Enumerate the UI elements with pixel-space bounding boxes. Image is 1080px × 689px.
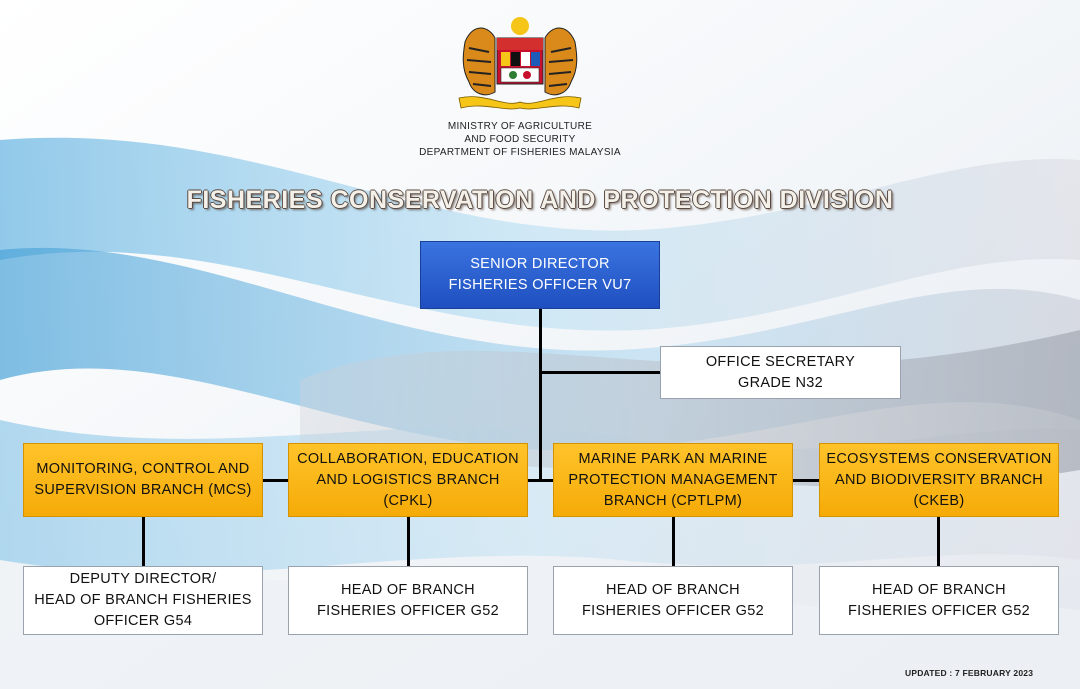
office-secretary-title: OFFICE SECRETARY: [705, 353, 856, 370]
senior-director-grade: FISHERIES OFFICER VU7: [448, 277, 632, 293]
branch-label-line: MONITORING, CONTROL AND: [36, 461, 250, 477]
senior-director-title: SENIOR DIRECTOR: [470, 256, 610, 272]
head-label-line: OFFICER G54: [93, 613, 193, 629]
coat-of-arms-logo: [455, 12, 585, 112]
connector-branch1-head: [142, 517, 145, 566]
connector-branch3-head: [672, 517, 675, 566]
page-title: FISHERIES CONSERVATION AND PROTECTION DIVISION: [186, 186, 894, 214]
branch-cpkl-box: [288, 443, 528, 517]
branch-label-line: (CPKL): [383, 492, 433, 509]
head-label-line: HEAD OF BRANCH FISHERIES: [34, 592, 252, 608]
head-label-line: FISHERIES OFFICER G52: [848, 602, 1030, 619]
office-secretary-grade: GRADE N32: [738, 374, 823, 391]
head-label-line: DEPUTY DIRECTOR/: [69, 571, 217, 587]
head-label-line: HEAD OF BRANCH: [341, 581, 475, 598]
head-label-line: HEAD OF BRANCH: [872, 581, 1006, 598]
branch-label-line: ECOSYSTEMS CONSERVATION: [826, 450, 1052, 467]
senior-director-box: [420, 241, 660, 309]
branch-cptlpm-box: [553, 443, 793, 517]
head-label-line: HEAD OF BRANCH: [606, 581, 740, 598]
ministry-name-line2: AND FOOD SECURITY: [464, 134, 576, 145]
branch-label-line: COLLABORATION, EDUCATION: [297, 450, 519, 467]
connector-branch4-head: [937, 517, 940, 566]
branch-ckeb-box: [819, 443, 1059, 517]
connector-director-trunk: [539, 309, 542, 481]
branch-label-line: PROTECTION MANAGEMENT: [568, 471, 778, 488]
branch-label-line: AND BIODIVERSITY BRANCH: [834, 471, 1044, 488]
office-secretary-box: [660, 346, 901, 399]
branch-label-line: BRANCH (CPTLPM): [603, 492, 743, 509]
branch-mcs-head-box: [23, 566, 263, 635]
branch-label-line: MARINE PARK AN MARINE: [578, 450, 768, 467]
updated-date: UPDATED : 7 FEBRUARY 2023: [905, 668, 1034, 678]
branch-ckeb-head-box: [819, 566, 1059, 635]
head-label-line: FISHERIES OFFICER G52: [582, 602, 764, 619]
head-label-line: FISHERIES OFFICER G52: [317, 602, 499, 619]
branch-label-line: SUPERVISION BRANCH (MCS): [34, 482, 252, 498]
ministry-header: [380, 120, 660, 159]
branch-label-line: (CKEB): [913, 492, 965, 509]
branch-cptlpm-head-box: [553, 566, 793, 635]
branch-cpkl-head-box: [288, 566, 528, 635]
branch-label-line: AND LOGISTICS BRANCH: [316, 471, 500, 488]
ministry-name-line1: MINISTRY OF AGRICULTURE: [447, 121, 593, 132]
connector-secretary: [540, 371, 661, 374]
department-name: DEPARTMENT OF FISHERIES MALAYSIA: [419, 147, 621, 158]
connector-branch2-head: [407, 517, 410, 566]
branch-mcs-box: [23, 443, 263, 517]
